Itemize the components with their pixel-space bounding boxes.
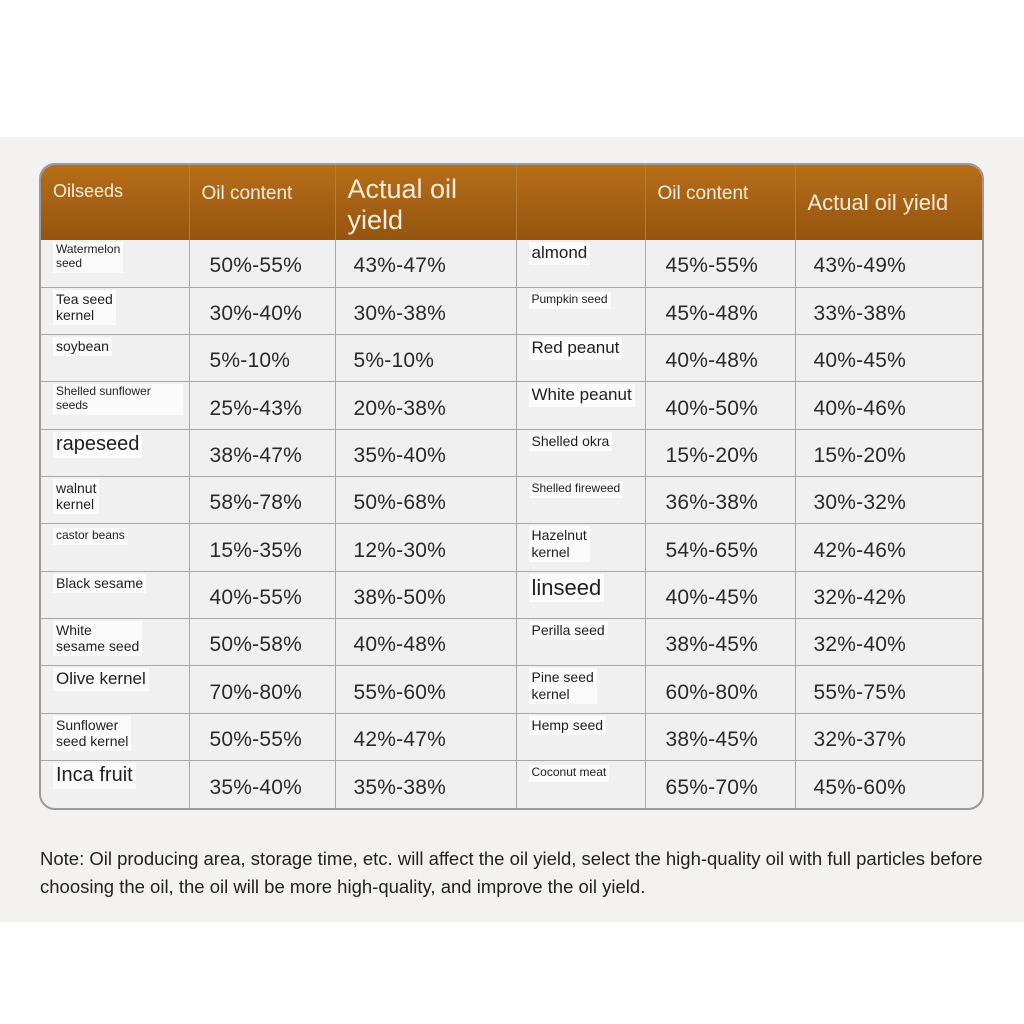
table-row xyxy=(41,761,982,808)
table-row xyxy=(41,619,982,666)
oilseed-name-left-cell xyxy=(41,335,189,382)
oilseed-name-left-cell xyxy=(41,240,189,287)
oilseed-name-right-cell xyxy=(516,287,645,334)
table-header-row xyxy=(41,165,982,240)
oilseed-name-left-cell xyxy=(41,287,189,334)
oil-content-left-cell xyxy=(189,335,335,382)
actual-yield-right-cell xyxy=(795,287,982,334)
oil-content-left: 50%-58% xyxy=(209,633,302,657)
oil-content-left-cell xyxy=(189,713,335,760)
oil-content-right-cell xyxy=(645,666,795,713)
actual-yield-left-cell xyxy=(335,477,516,524)
table-row xyxy=(41,477,982,524)
oilseed-name-right: Pumpkin seed xyxy=(529,292,611,309)
actual-yield-left: 55%-60% xyxy=(353,680,446,704)
oilseed-name-right-cell xyxy=(516,761,645,808)
actual-yield-left-cell xyxy=(335,571,516,618)
oil-content-right: 15%-20% xyxy=(665,443,758,467)
actual-yield-right-cell xyxy=(795,713,982,760)
actual-yield-right-cell xyxy=(795,524,982,571)
actual-yield-right: 32%-37% xyxy=(813,727,906,751)
oil-content-right-cell xyxy=(645,429,795,476)
actual-yield-left: 40%-48% xyxy=(353,633,446,657)
oil-content-left: 25%-43% xyxy=(209,396,302,420)
oil-content-right: 40%-50% xyxy=(665,396,758,420)
actual-yield-right: 30%-32% xyxy=(813,491,906,515)
actual-yield-left: 12%-30% xyxy=(353,538,446,562)
header-oil-content-1: Oil content xyxy=(189,165,335,240)
oilseed-name-left: Tea seed kernel xyxy=(53,290,116,325)
oilseed-name-left: soybean xyxy=(53,337,112,356)
oilseed-name-right-cell xyxy=(516,713,645,760)
actual-yield-right: 42%-46% xyxy=(813,538,906,562)
oil-content-right-cell xyxy=(645,619,795,666)
oilseed-name-right-cell xyxy=(516,524,645,571)
oil-content-left: 58%-78% xyxy=(209,491,302,515)
oilseed-name-right-cell xyxy=(516,335,645,382)
actual-yield-right-cell xyxy=(795,761,982,808)
actual-yield-right-cell xyxy=(795,335,982,382)
oilseed-name-right: Coconut meat xyxy=(529,765,610,782)
actual-yield-right: 33%-38% xyxy=(813,301,906,325)
header-actual-yield-1: Actual oil yield xyxy=(335,165,516,240)
header-oil-content-2: Oil content xyxy=(645,165,795,240)
table-row xyxy=(41,335,982,382)
actual-yield-left-cell xyxy=(335,524,516,571)
oil-content-left-cell xyxy=(189,619,335,666)
oilseed-name-right: Hemp seed xyxy=(529,716,607,735)
oilseed-name-right: Shelled fireweed xyxy=(529,481,624,498)
oil-content-left-cell xyxy=(189,287,335,334)
actual-yield-left: 42%-47% xyxy=(353,727,446,751)
oilseed-name-right: Hazelnut kernel xyxy=(529,526,590,561)
oil-content-right: 40%-45% xyxy=(665,585,758,609)
actual-yield-right-cell xyxy=(795,477,982,524)
header-oilseeds: Oilseeds xyxy=(41,165,189,240)
actual-yield-left: 35%-38% xyxy=(353,775,446,799)
table-row xyxy=(41,666,982,713)
oilseed-name-right-cell xyxy=(516,429,645,476)
oilseed-name-right-cell xyxy=(516,571,645,618)
oil-content-left-cell xyxy=(189,477,335,524)
oilseed-name-left: Olive kernel xyxy=(53,668,149,691)
oilseed-name-left: Watermelon seed xyxy=(53,242,123,273)
actual-yield-left: 20%-38% xyxy=(353,396,446,420)
oil-content-right: 38%-45% xyxy=(665,633,758,657)
actual-yield-left: 43%-47% xyxy=(353,254,446,278)
actual-yield-right: 32%-42% xyxy=(813,585,906,609)
oil-content-left-cell xyxy=(189,666,335,713)
oil-content-right: 65%-70% xyxy=(665,775,758,799)
oil-content-right: 54%-65% xyxy=(665,538,758,562)
oilseed-name-left-cell xyxy=(41,571,189,618)
table-row xyxy=(41,713,982,760)
oilseed-name-left-cell xyxy=(41,666,189,713)
oilseed-name-right: linseed xyxy=(529,574,605,602)
oil-content-right-cell xyxy=(645,335,795,382)
oilseed-name-left-cell xyxy=(41,619,189,666)
oilseed-name-right-cell xyxy=(516,240,645,287)
oilseed-name-left-cell xyxy=(41,382,189,429)
table-row xyxy=(41,382,982,429)
oil-content-right-cell xyxy=(645,713,795,760)
actual-yield-left-cell xyxy=(335,713,516,760)
oil-content-left-cell xyxy=(189,382,335,429)
oil-content-right: 45%-55% xyxy=(665,254,758,278)
table-row xyxy=(41,571,982,618)
actual-yield-left-cell xyxy=(335,619,516,666)
oil-content-right: 45%-48% xyxy=(665,301,758,325)
actual-yield-left-cell xyxy=(335,761,516,808)
oil-content-right: 60%-80% xyxy=(665,680,758,704)
actual-yield-left-cell xyxy=(335,429,516,476)
actual-yield-left: 5%-10% xyxy=(353,349,435,373)
oil-content-left-cell xyxy=(189,571,335,618)
oilseed-name-left-cell xyxy=(41,429,189,476)
oil-content-left: 50%-55% xyxy=(209,727,302,751)
actual-yield-right-cell xyxy=(795,240,982,287)
actual-yield-right-cell xyxy=(795,382,982,429)
oilseed-name-left: walnut kernel xyxy=(53,479,99,514)
oilseed-name-left: Shelled sunflower seeds xyxy=(53,384,183,415)
oil-content-left: 70%-80% xyxy=(209,680,302,704)
oilseed-name-left-cell xyxy=(41,761,189,808)
actual-yield-right-cell xyxy=(795,429,982,476)
oil-content-right: 36%-38% xyxy=(665,491,758,515)
oil-content-right-cell xyxy=(645,761,795,808)
oilseed-name-left: castor beans xyxy=(53,528,128,545)
oil-content-left: 50%-55% xyxy=(209,254,302,278)
actual-yield-left-cell xyxy=(335,335,516,382)
oil-yield-table xyxy=(39,163,984,810)
oil-content-right-cell xyxy=(645,287,795,334)
oil-content-left: 35%-40% xyxy=(209,775,302,799)
actual-yield-right-cell xyxy=(795,666,982,713)
oil-content-left: 38%-47% xyxy=(209,443,302,467)
table-row xyxy=(41,287,982,334)
table-row xyxy=(41,240,982,287)
actual-yield-left-cell xyxy=(335,382,516,429)
header-actual-yield-2: Actual oil yield xyxy=(795,165,982,240)
oilseed-name-right-cell xyxy=(516,477,645,524)
actual-yield-right: 15%-20% xyxy=(813,443,906,467)
actual-yield-left-cell xyxy=(335,240,516,287)
actual-yield-right: 32%-40% xyxy=(813,633,906,657)
oilseed-name-right: White peanut xyxy=(529,384,635,407)
actual-yield-left: 30%-38% xyxy=(353,301,446,325)
actual-yield-left: 38%-50% xyxy=(353,585,446,609)
oil-content-left-cell xyxy=(189,761,335,808)
oil-content-right: 40%-48% xyxy=(665,349,758,373)
oil-content-right: 38%-45% xyxy=(665,727,758,751)
oil-content-right-cell xyxy=(645,571,795,618)
oil-content-left-cell xyxy=(189,429,335,476)
oilseed-name-right-cell xyxy=(516,619,645,666)
actual-yield-right: 43%-49% xyxy=(813,254,906,278)
actual-yield-left-cell xyxy=(335,287,516,334)
header-blank xyxy=(516,165,645,240)
oilseed-name-right-cell xyxy=(516,666,645,713)
oilseed-name-left: Sunflower seed kernel xyxy=(53,716,131,751)
actual-yield-right-cell xyxy=(795,571,982,618)
oil-content-right-cell xyxy=(645,240,795,287)
oil-content-right-cell xyxy=(645,524,795,571)
oilseed-name-left-cell xyxy=(41,477,189,524)
oil-content-right-cell xyxy=(645,382,795,429)
oil-content-right-cell xyxy=(645,477,795,524)
oilseed-name-left: rapeseed xyxy=(53,432,142,458)
oilseed-name-right-cell xyxy=(516,382,645,429)
oil-content-left-cell xyxy=(189,240,335,287)
oilseed-name-right: Pine seed kernel xyxy=(529,668,597,703)
oilseed-name-left: White sesame seed xyxy=(53,621,142,656)
note-text: Note: Oil producing area, storage time, etc. will affect the oil yield, select the high-quality oil with full particles before choosing the oil, the oil will be more high-quality, and improve the oil yield. xyxy=(40,848,983,897)
oilseed-name-left-cell xyxy=(41,524,189,571)
actual-yield-right: 45%-60% xyxy=(813,775,906,799)
oilseed-name-right: Shelled okra xyxy=(529,432,613,451)
oilseed-name-left: Black sesame xyxy=(53,574,146,593)
actual-yield-right-cell xyxy=(795,619,982,666)
actual-yield-left-cell xyxy=(335,666,516,713)
oilseed-name-right: Perilla seed xyxy=(529,621,608,640)
actual-yield-right: 40%-46% xyxy=(813,396,906,420)
actual-yield-right: 40%-45% xyxy=(813,349,906,373)
table-row xyxy=(41,524,982,571)
oilseed-name-right: almond xyxy=(529,242,591,265)
oil-content-left: 40%-55% xyxy=(209,585,302,609)
table-row xyxy=(41,429,982,476)
actual-yield-left: 35%-40% xyxy=(353,443,446,467)
oil-content-left-cell xyxy=(189,524,335,571)
oilseed-name-right: Red peanut xyxy=(529,337,623,360)
oil-content-left: 5%-10% xyxy=(209,349,291,373)
actual-yield-left: 50%-68% xyxy=(353,491,446,515)
oil-content-left: 15%-35% xyxy=(209,538,302,562)
oilseed-name-left-cell xyxy=(41,713,189,760)
oil-content-left: 30%-40% xyxy=(209,301,302,325)
oilseed-name-left: Inca fruit xyxy=(53,763,136,789)
actual-yield-right: 55%-75% xyxy=(813,680,906,704)
